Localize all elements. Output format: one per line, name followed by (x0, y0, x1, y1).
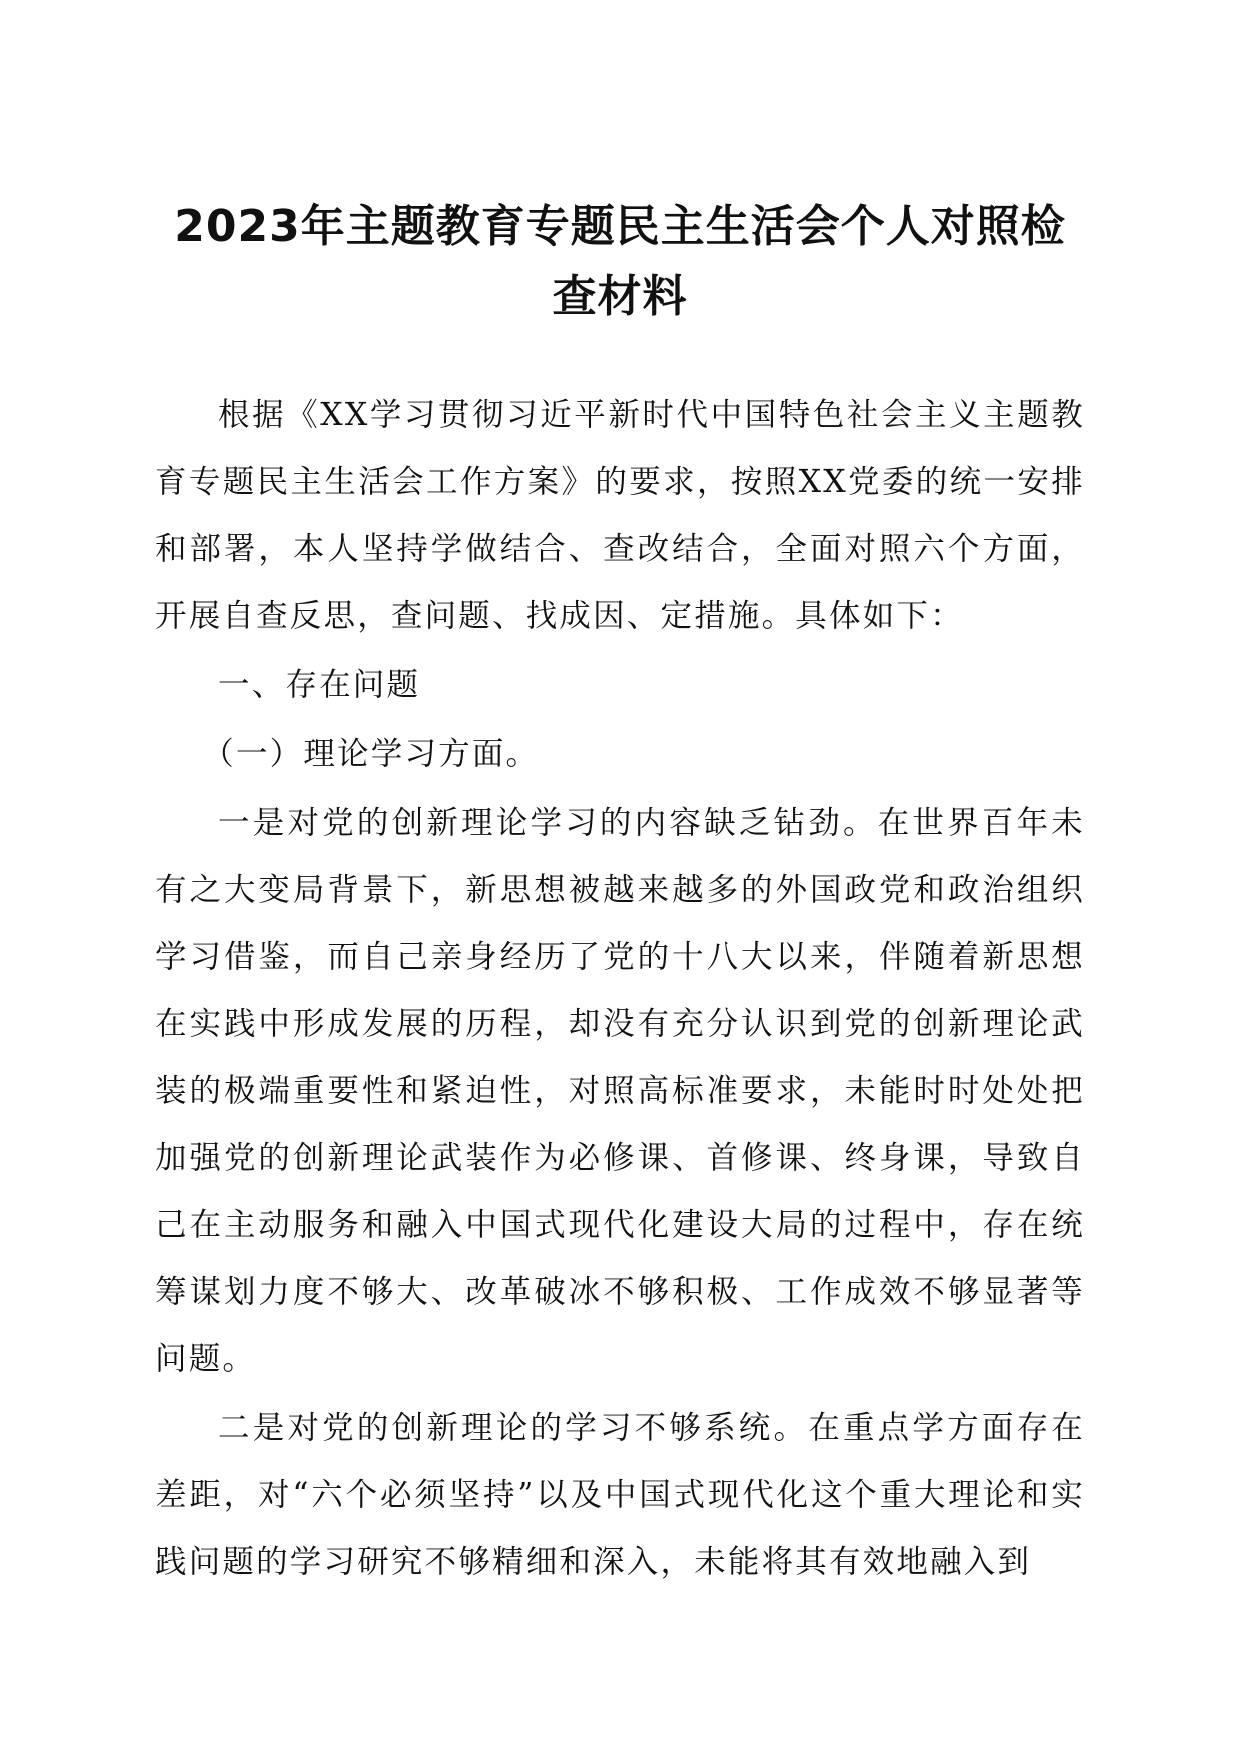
body-paragraph: 二是对党的创新理论的学习不够系统。在重点学方面存在差距，对“六个必须坚持”以及中国式现代化这个重大理论和实践问题的学习研究不够精细和深入，未能将其有效地融入到 (155, 1410, 1085, 1580)
section-heading: 一、存在问题 (218, 667, 421, 703)
intro-paragraph: 根据《XX学习贯彻习近平新时代中国特色社会主义主题教育专题民主生活会工作方案》的要求，按照XX党委的统一安排和部署，本人坚持学做结合、查改结合，全面对照六个方面，开展自查反思，查问题、找成因、定措施。具体如下： (155, 397, 1085, 634)
document-title: 2023年主题教育专题民主生活会个人对照检查材料 (174, 201, 1066, 322)
body-paragraph: 一是对党的创新理论学习的内容缺乏钻劲。在世界百年未有之大变局背景下，新思想被越来越多的外国政党和政治组织学习借鉴，而自己亲身经历了党的十八大以来，伴随着新思想在实践中形成发展的历程，却没有充分认识到党的创新理论武装的极端重要性和紧迫性，对照高标准要求，未能时时处处把加强党的创新理论武装作为必修课、首修课、终身课，导致自己在主动服务和融入中国式现代化建设大局的过程中，存在统筹谋划力度不够大、改革破冰不够积极、工作成效不够显著等问题。 (155, 805, 1085, 1377)
document-body (155, 382, 1085, 1598)
subsection-heading: （一）理论学习方面。 (202, 736, 540, 772)
